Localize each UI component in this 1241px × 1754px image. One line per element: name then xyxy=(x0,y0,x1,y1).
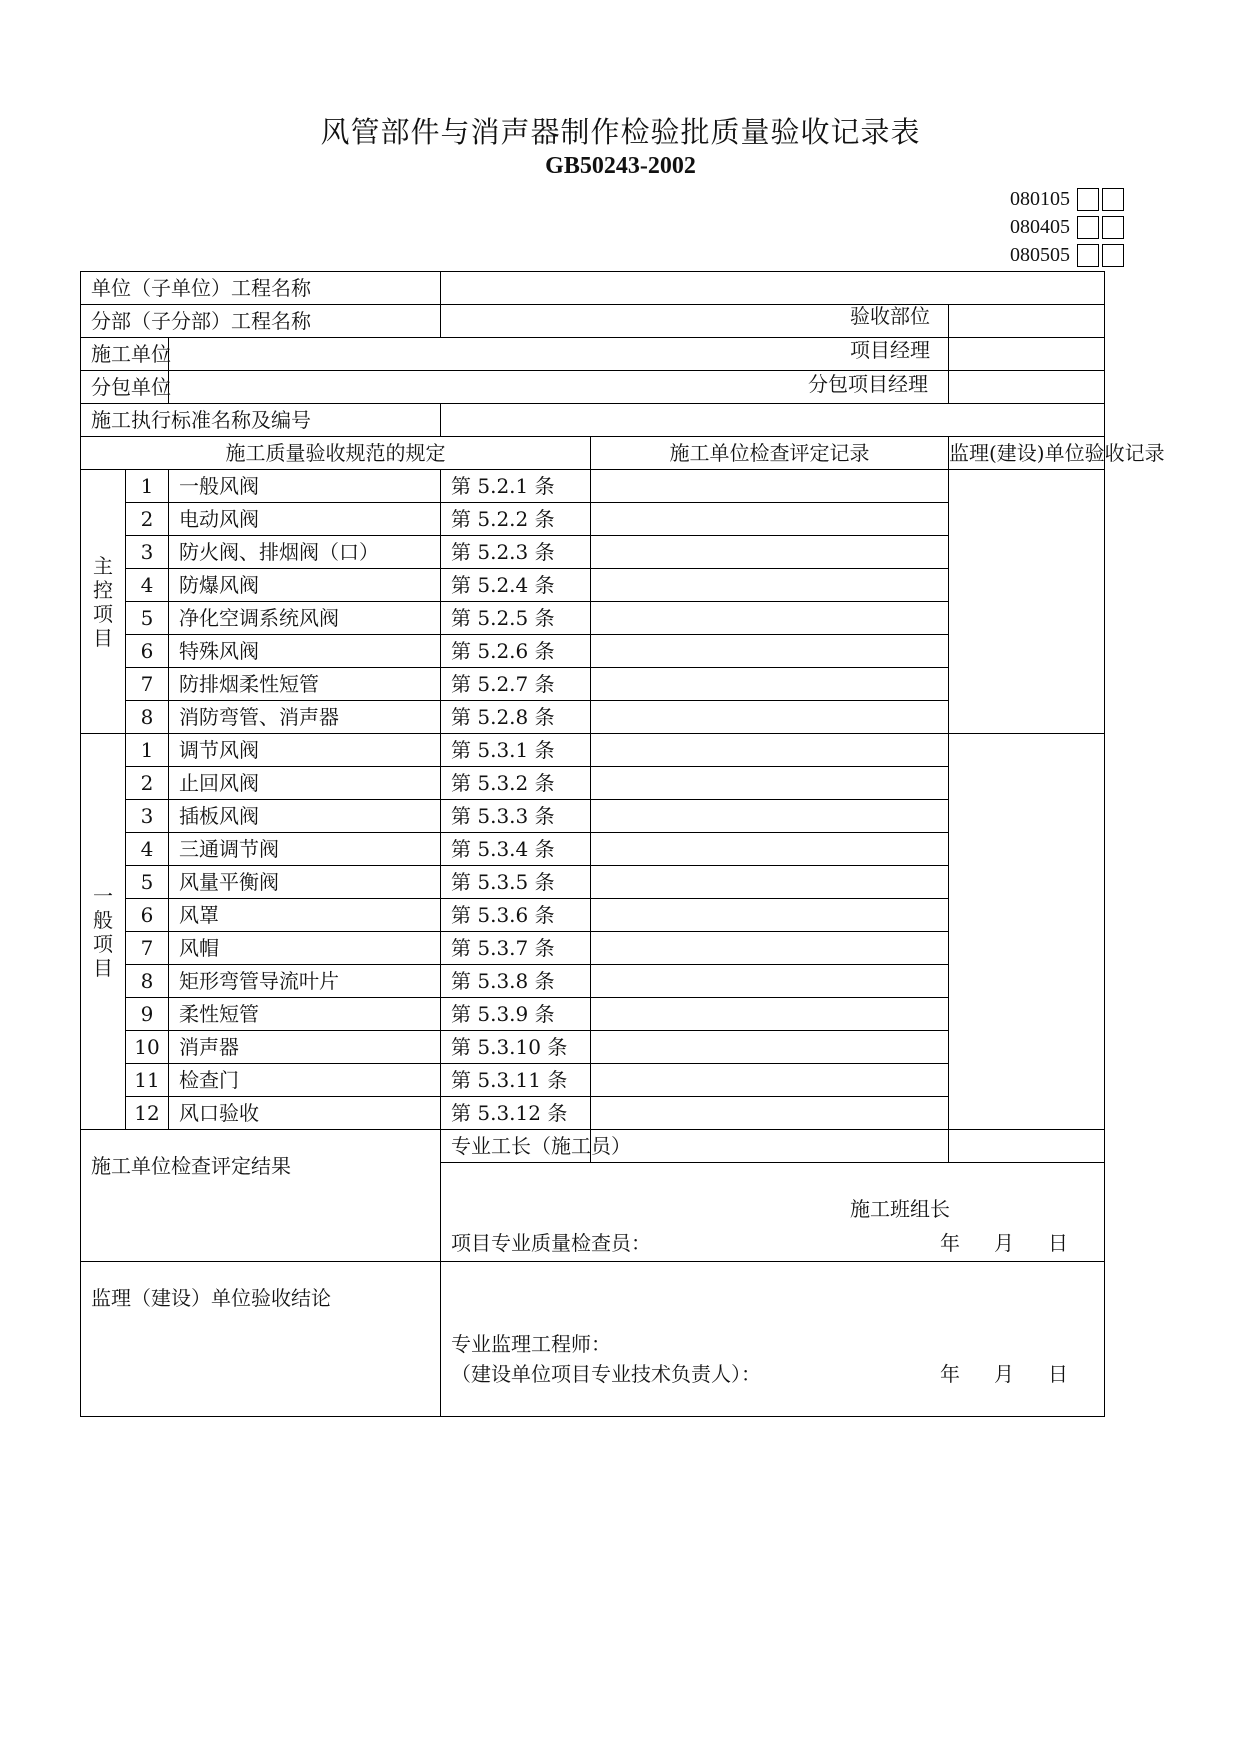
main-control-row xyxy=(81,470,1105,503)
general-item-check-record[interactable] xyxy=(591,734,949,767)
day-label: 日 xyxy=(1048,1231,1069,1255)
general-item-number: 10 xyxy=(126,1031,169,1064)
main-control-item-check-record[interactable] xyxy=(591,701,949,734)
general-row xyxy=(81,734,1105,767)
general-item-check-record[interactable] xyxy=(591,899,949,932)
main-control-supervisor-record[interactable] xyxy=(949,470,1105,734)
main-control-item-name: 防爆风阀 xyxy=(169,569,441,602)
general-item-number: 8 xyxy=(126,965,169,998)
form-codes xyxy=(980,185,1124,269)
general-item-clause: 第 5.3.5 条 xyxy=(441,866,591,899)
general-item-check-record[interactable] xyxy=(591,800,949,833)
main-control-item-number: 7 xyxy=(126,668,169,701)
contractor-result-label: 施工单位检查评定结果 xyxy=(81,1130,441,1262)
main-control-item-clause: 第 5.2.2 条 xyxy=(441,503,591,536)
main-control-item-check-record[interactable] xyxy=(591,668,949,701)
contractor-result-field[interactable] xyxy=(441,1163,1105,1262)
main-control-item-number: 4 xyxy=(126,569,169,602)
supervisor-column-header-text: 监理(建设)单位验收记录 xyxy=(949,441,1165,465)
general-item-clause: 第 5.3.11 条 xyxy=(441,1064,591,1097)
code-checkbox[interactable] xyxy=(1102,216,1124,239)
acceptance-part-label: 验收部位 xyxy=(850,304,930,328)
general-items-body xyxy=(81,734,1105,1130)
code-row xyxy=(980,185,1124,213)
general-item-number: 4 xyxy=(126,833,169,866)
owner-label: （建设单位项目专业技术负责人）： xyxy=(451,1362,761,1386)
code-checkbox[interactable] xyxy=(1077,244,1099,267)
supervisor-date xyxy=(906,1362,1068,1386)
project-name-field[interactable] xyxy=(441,272,1105,305)
day-label: 日 xyxy=(1048,1362,1069,1386)
general-item-number: 11 xyxy=(126,1064,169,1097)
main-control-item-name: 消防弯管、消声器 xyxy=(169,701,441,734)
general-item-name: 消声器 xyxy=(169,1031,441,1064)
main-control-item-clause: 第 5.2.1 条 xyxy=(441,470,591,503)
code-label: 080505 xyxy=(1010,243,1070,266)
general-item-name: 检查门 xyxy=(169,1064,441,1097)
month-label: 月 xyxy=(994,1362,1015,1386)
main-control-item-name: 防火阀、排烟阀（口） xyxy=(169,536,441,569)
general-item-clause: 第 5.3.10 条 xyxy=(441,1031,591,1064)
sub-project-label: 分部（子分部）工程名称 xyxy=(81,305,441,338)
general-group-label-text: 一般项目 xyxy=(93,883,113,980)
general-item-clause: 第 5.3.12 条 xyxy=(441,1097,591,1130)
general-item-number: 9 xyxy=(126,998,169,1031)
main-control-item-check-record[interactable] xyxy=(591,536,949,569)
general-item-name: 调节风阀 xyxy=(169,734,441,767)
main-items-body xyxy=(81,470,1105,734)
general-item-check-record[interactable] xyxy=(591,866,949,899)
sub-project-row xyxy=(81,305,1105,338)
foreman-label: 专业工长（施工员） xyxy=(441,1130,591,1163)
main-control-item-name: 一般风阀 xyxy=(169,470,441,503)
contractor-label: 施工单位 xyxy=(81,338,169,371)
main-control-item-number: 2 xyxy=(126,503,169,536)
subcontractor-row xyxy=(81,371,1105,404)
supervisor-result-label: 监理（建设）单位验收结论 xyxy=(81,1262,441,1417)
general-item-clause: 第 5.3.7 条 xyxy=(441,932,591,965)
main-control-group-label xyxy=(81,470,126,734)
year-label: 年 xyxy=(940,1362,961,1386)
general-item-check-record[interactable] xyxy=(591,1031,949,1064)
main-control-item-clause: 第 5.2.5 条 xyxy=(441,602,591,635)
code-row xyxy=(980,213,1124,241)
main-control-item-clause: 第 5.2.6 条 xyxy=(441,635,591,668)
main-control-item-number: 8 xyxy=(126,701,169,734)
general-item-clause: 第 5.3.3 条 xyxy=(441,800,591,833)
main-control-item-number: 5 xyxy=(126,602,169,635)
project-manager-field[interactable] xyxy=(949,338,1105,371)
general-item-check-record[interactable] xyxy=(591,1064,949,1097)
general-item-clause: 第 5.3.2 条 xyxy=(441,767,591,800)
team-leader-label: 施工班组长 xyxy=(850,1197,950,1221)
general-item-check-record[interactable] xyxy=(591,965,949,998)
general-item-check-record[interactable] xyxy=(591,767,949,800)
general-item-check-record[interactable] xyxy=(591,998,949,1031)
sub-pm-label: 分包项目经理 xyxy=(808,372,928,396)
contractor-sign-row xyxy=(81,1130,1105,1163)
main-control-item-number: 1 xyxy=(126,470,169,503)
general-item-name: 风帽 xyxy=(169,932,441,965)
main-control-item-clause: 第 5.2.8 条 xyxy=(441,701,591,734)
engineer-label: 专业监理工程师： xyxy=(451,1332,611,1356)
month-label: 月 xyxy=(994,1231,1015,1255)
main-control-item-check-record[interactable] xyxy=(591,602,949,635)
code-row xyxy=(980,241,1124,269)
main-control-group-label-text: 主控项目 xyxy=(93,553,113,650)
main-control-item-check-record[interactable] xyxy=(591,635,949,668)
main-control-item-clause: 第 5.2.3 条 xyxy=(441,536,591,569)
supervisor-result-field[interactable] xyxy=(441,1262,1105,1417)
column-header-row xyxy=(81,437,1105,470)
code-label: 080405 xyxy=(1010,215,1070,238)
check-record-column-header: 施工单位检查评定记录 xyxy=(591,437,949,470)
main-control-item-name: 电动风阀 xyxy=(169,503,441,536)
general-item-number: 6 xyxy=(126,899,169,932)
main-control-item-check-record[interactable] xyxy=(591,470,949,503)
general-item-number: 5 xyxy=(126,866,169,899)
general-supervisor-record[interactable] xyxy=(949,734,1105,1130)
general-item-clause: 第 5.3.4 条 xyxy=(441,833,591,866)
code-checkbox[interactable] xyxy=(1077,188,1099,211)
contractor-row xyxy=(81,338,1105,371)
main-control-item-number: 3 xyxy=(126,536,169,569)
general-item-check-record[interactable] xyxy=(591,932,949,965)
general-item-check-record[interactable] xyxy=(591,833,949,866)
general-group-label xyxy=(81,734,126,1130)
supervisor-result-row xyxy=(81,1262,1105,1417)
team-leader-field[interactable] xyxy=(949,1130,1105,1163)
foreman-field[interactable] xyxy=(591,1130,949,1163)
general-item-number: 2 xyxy=(126,767,169,800)
sub-pm-field[interactable] xyxy=(949,371,1105,404)
general-item-clause: 第 5.3.8 条 xyxy=(441,965,591,998)
form-title: 风管部件与消声器制作检验批质量验收记录表 xyxy=(320,115,921,149)
supervisor-column-header xyxy=(949,437,1165,470)
general-item-name: 柔性短管 xyxy=(169,998,441,1031)
year-label: 年 xyxy=(940,1231,961,1255)
general-item-name: 风量平衡阀 xyxy=(169,866,441,899)
general-item-clause: 第 5.3.1 条 xyxy=(441,734,591,767)
acceptance-part-field[interactable] xyxy=(949,305,1105,338)
code-checkbox[interactable] xyxy=(1102,244,1124,267)
standard-row xyxy=(81,404,1105,437)
general-item-clause: 第 5.3.6 条 xyxy=(441,899,591,932)
general-item-clause: 第 5.3.9 条 xyxy=(441,998,591,1031)
general-item-name: 风口验收 xyxy=(169,1097,441,1130)
general-item-name: 风罩 xyxy=(169,899,441,932)
contractor-field[interactable] xyxy=(169,338,949,371)
contractor-date xyxy=(906,1231,1068,1255)
project-name-label: 单位（子单位）工程名称 xyxy=(81,272,441,305)
code-checkbox[interactable] xyxy=(1077,216,1099,239)
general-item-name: 矩形弯管导流叶片 xyxy=(169,965,441,998)
code-checkbox[interactable] xyxy=(1102,188,1124,211)
subcontractor-label: 分包单位 xyxy=(81,371,169,404)
general-item-number: 3 xyxy=(126,800,169,833)
main-control-item-clause: 第 5.2.4 条 xyxy=(441,569,591,602)
standard-label: 施工执行标准名称及编号 xyxy=(81,404,441,437)
main-control-item-name: 防排烟柔性短管 xyxy=(169,668,441,701)
project-name-row xyxy=(81,272,1105,305)
general-item-name: 插板风阀 xyxy=(169,800,441,833)
standard-code: GB50243-2002 xyxy=(545,153,696,179)
standard-field[interactable] xyxy=(441,404,1105,437)
general-item-number: 1 xyxy=(126,734,169,767)
general-item-name: 止回风阀 xyxy=(169,767,441,800)
project-manager-label: 项目经理 xyxy=(850,338,930,362)
main-control-item-name: 特殊风阀 xyxy=(169,635,441,668)
main-control-item-check-record[interactable] xyxy=(591,569,949,602)
code-label: 080105 xyxy=(1010,187,1070,210)
main-control-item-name: 净化空调系统风阀 xyxy=(169,602,441,635)
main-control-item-number: 6 xyxy=(126,635,169,668)
inspector-label: 项目专业质量检查员： xyxy=(451,1231,651,1255)
main-control-item-clause: 第 5.2.7 条 xyxy=(441,668,591,701)
general-item-check-record[interactable] xyxy=(591,1097,949,1130)
spec-column-header: 施工质量验收规范的规定 xyxy=(81,437,591,470)
main-control-item-check-record[interactable] xyxy=(591,503,949,536)
inspection-form-table xyxy=(80,271,1165,1417)
general-item-name: 三通调节阀 xyxy=(169,833,441,866)
general-item-number: 12 xyxy=(126,1097,169,1130)
general-item-number: 7 xyxy=(126,932,169,965)
